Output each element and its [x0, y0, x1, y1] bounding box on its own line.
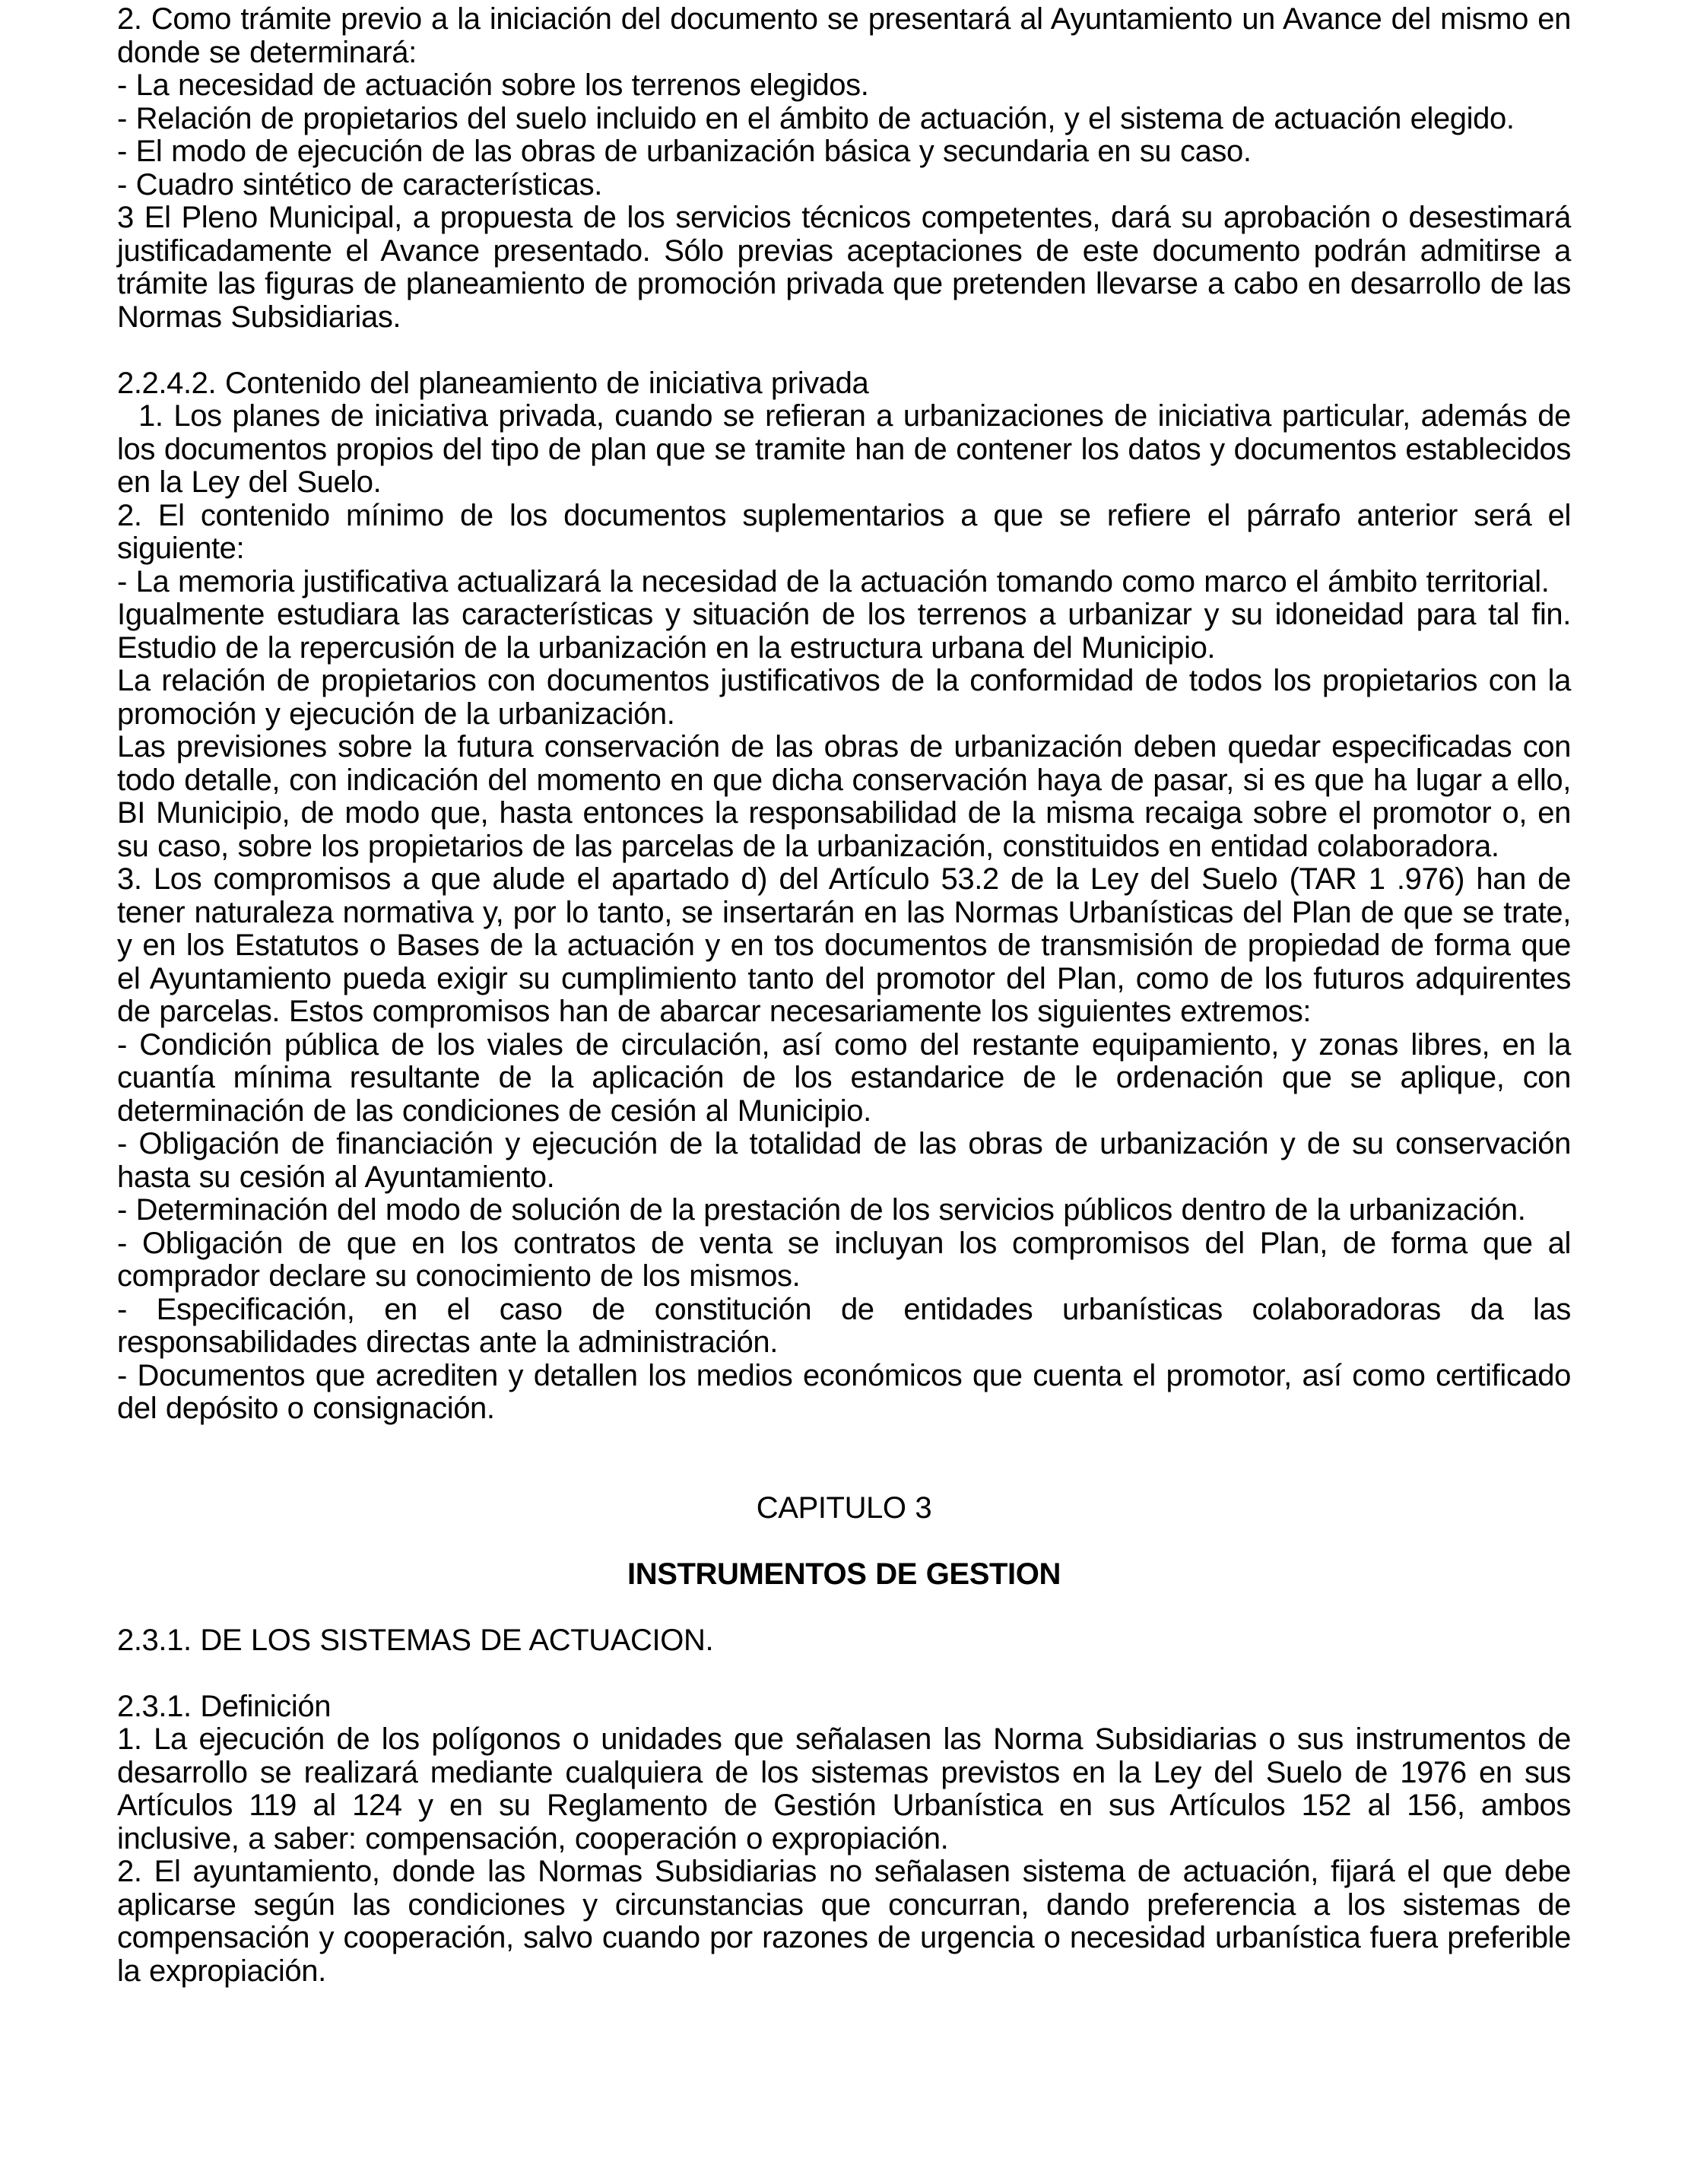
- item-modo-ejecucion: - El modo de ejecución de las obras de urbanización básica y secundaria en su caso.: [117, 135, 1252, 168]
- blank-line: [117, 334, 1571, 367]
- para-compromisos-normativa: 3. Los compromisos a que alude el apartado d) del Artículo 53.2 de la Ley del Suelo (TAR 1 .976) han de tener naturaleza normativa y, por lo tanto, se insertarán en las Normas Urbanísticas del Plan de que se trate, y en los Estatutos o Bases de la actuación y en tos documentos de transmisión de propiedad de forma que el Ayuntamiento pueda exigir su cumplimiento tanto del promotor del Plan, como de los futuros adquirentes de parcelas. Estos compromisos han de abarcar necesariamente los siguientes extremos:: [117, 862, 1571, 1028]
- para-relacion-propietarios: La relación de propietarios con documentos justificativos de la conformidad de todos los propietarios con la promoción y ejecución de la urbanización.: [117, 664, 1571, 731]
- para-contenido-minimo: 2. El contenido mínimo de los documentos suplementarios a que se refiere el párrafo anterior será el siguiente:: [117, 498, 1571, 565]
- item-relacion-propietarios-suelo: - Relación de propietarios del suelo incluido en el ámbito de actuación, y el sistema de actuación elegido.: [117, 101, 1515, 135]
- item-documentos-medios-economicos: - Documentos que acrediten y detallen los medios económicos que cuenta el promotor, así como certificado del depósito o consignación.: [117, 1358, 1571, 1425]
- item-especificacion-entidades: - Especificación, en el caso de constitución de entidades urbanísticas colaboradoras da las responsabilidades directas ante la administración.: [117, 1292, 1571, 1359]
- heading-definicion: 2.3.1. Definición: [117, 1689, 332, 1723]
- blank-line: [117, 1591, 1571, 1624]
- heading-instrumentos-gestion: INSTRUMENTOS DE GESTION: [627, 1557, 1061, 1591]
- heading-contenido-planeamiento: 2.2.4.2. Contenido del planeamiento de iniciativa privada: [117, 366, 869, 400]
- heading-capitulo-3: CAPITULO 3: [756, 1490, 932, 1525]
- blank-line: [117, 1426, 1571, 1492]
- para-pleno-municipal: 3 El Pleno Municipal, a propuesta de los servicios técnicos competentes, dará su aprobación o desestimará justificadamente el Avance presentado. Sólo previas aceptaciones de este documento podrán admitirse a trámite las figuras de planeamiento de promoción privada que pretenden llevarse a cabo en desarrollo de las Normas Subsidiarias.: [117, 201, 1571, 334]
- item-obligacion-contratos-venta: - Obligación de que en los contratos de venta se incluyan los compromisos del Plan, de forma que al comprador declare su conocimiento de los mismos.: [117, 1226, 1571, 1293]
- heading-sistemas-actuacion: 2.3.1. DE LOS SISTEMAS DE ACTUACION.: [117, 1623, 714, 1657]
- item-condicion-publica-viales: - Condición pública de los viales de circulación, así como del restante equipamiento, y zonas libres, en la cuantía mínima resultante de la aplicación de los estandarice de le ordenación que se aplique, con determinación de las condiciones de cesión al Municipio.: [117, 1027, 1571, 1128]
- blank-line: [117, 1525, 1571, 1558]
- item-determinacion-servicios: - Determinación del modo de solución de la prestación de los servicios públicos dentro de la urbanización.: [117, 1193, 1526, 1227]
- item-memoria-justificativa: - La memoria justificativa actualizará la necesidad de la actuación tomando como marco el ámbito territorial.: [117, 564, 1550, 598]
- para-planes-iniciativa-privada: 1. Los planes de iniciativa privada, cuando se refieran a urbanizaciones de iniciativa particular, además de los documentos propios del tipo de plan que se tramite han de contener los datos y documentos establecidos en la Ley del Suelo.: [117, 399, 1571, 499]
- blank-line: [117, 1657, 1571, 1690]
- item-obligacion-financiacion: - Obligación de financiación y ejecución de la totalidad de las obras de urbanización y de su conservación hasta su cesión al Ayuntamiento.: [117, 1127, 1571, 1194]
- para-ejecucion-poligonos: 1. La ejecución de los polígonos o unidades que señalasen las Norma Subsidiarias o sus instrumentos de desarrollo se realizará mediante cualquiera de los sistemas previstos en la Ley del Suelo de 1976 en sus Artículos 119 al 124 y en su Reglamento de Gestión Urbanística en sus Artículos 152 al 156, ambos inclusive, a saber: compensación, cooperación o expropiación.: [117, 1722, 1571, 1855]
- document-body: [117, 3, 1571, 1988]
- para-ayuntamiento-sistema: 2. El ayuntamiento, donde las Normas Subsidiarias no señalasen sistema de actuación, fijará el que debe aplicarse según las condiciones y circunstancias que concurran, dando preferencia a los sistemas de compensación y cooperación, salvo cuando por razones de urgencia o necesidad urbanística fuera preferible la expropiación.: [117, 1855, 1571, 1988]
- para-igualmente-estudiara: Igualmente estudiara las características y situación de los terrenos a urbanizar y su idoneidad para tal fin. Estudio de la repercusión de la urbanización en la estructura urbana del Municipio.: [117, 598, 1571, 665]
- para-previsiones-conservacion: Las previsiones sobre la futura conservación de las obras de urbanización deben quedar especificadas con todo detalle, con indicación del momento en que dicha conservación haya de pasar, si es que ha lugar a ello, BI Municipio, de modo que, hasta entonces la responsabilidad de la misma recaiga sobre el promotor o, en su caso, sobre los propietarios de las parcelas de la urbanización, constituidos en entidad colaboradora.: [117, 730, 1571, 863]
- item-cuadro-sintetico: - Cuadro sintético de características.: [117, 167, 602, 202]
- item-necesidad-actuacion: - La necesidad de actuación sobre los terrenos elegidos.: [117, 68, 869, 102]
- para-avance-tramite: 2. Como trámite previo a la iniciación del documento se presentará al Ayuntamiento un Avance del mismo en donde se determinará:: [117, 2, 1571, 69]
